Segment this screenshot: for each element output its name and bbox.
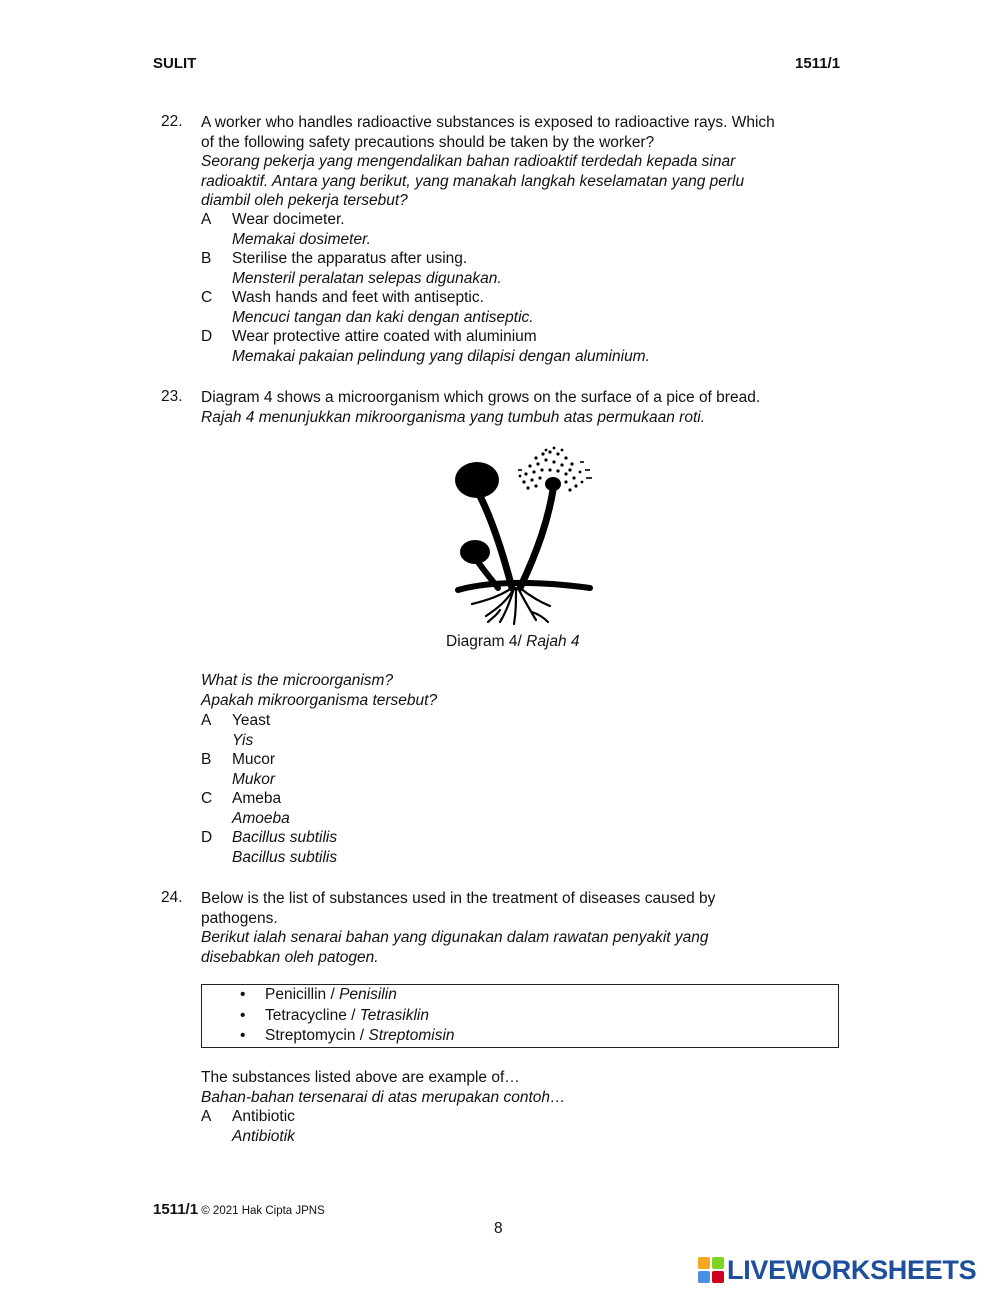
- mould-diagram: [440, 440, 610, 630]
- q22-ms-line1: Seorang pekerja yang mengendalikan bahan radioaktif terdedah kepada sinar: [201, 153, 736, 170]
- logo-icon: [698, 1257, 724, 1283]
- liveworksheets-logo[interactable]: [698, 1256, 976, 1284]
- sporangiophore-right: [520, 490, 553, 588]
- substance-list-box: [201, 984, 839, 1048]
- header-code-right: 1511/1: [795, 55, 841, 72]
- q24-number: 24.: [161, 889, 183, 906]
- q24-question: The substances listed above are example of… Bahan-bahan tersenarai di atas merupakan contoh…: [201, 1069, 566, 1106]
- footer-copyright: 1511/1 © 2021 Hak Cipta JPNS: [153, 1201, 325, 1218]
- list-item: • Tetracycline / Tetrasiklin: [240, 1006, 429, 1024]
- q24-stem: Below is the list of substances used in the treatment of diseases caused by pathogens. Berikut ialah senarai bahan yang digunakan dalam rawatan penyakit yang disebabkan oleh patogen.: [201, 890, 716, 966]
- q22-ms-line3: diambil oleh pekerja tersebut?: [201, 192, 408, 209]
- q22-stem: [201, 113, 841, 211]
- page-number: 8: [494, 1220, 503, 1237]
- q23-number: 23.: [161, 388, 183, 405]
- q23-ms: Rajah 4 menunjukkan mikroorganisma yang tumbuh atas permukaan roti.: [201, 408, 706, 426]
- q23-en: Diagram 4 shows a microorganism which grows on the surface of a pice of bread.: [201, 389, 761, 406]
- diagram-caption: Diagram 4/ Rajah 4: [446, 633, 580, 650]
- q22-number: 22.: [161, 113, 183, 130]
- sporangium-large: [455, 462, 499, 498]
- list-item: • Streptomycin / Streptomisin: [240, 1027, 455, 1044]
- substance-list: [202, 985, 838, 1047]
- q22-ms-line2: radioaktif. Antara yang berikut, yang manakah langkah keselamatan yang perlu: [201, 172, 745, 190]
- header-code-left: SULIT: [153, 55, 197, 72]
- q23-question: What is the microorganism? Apakah mikroorganisma tersebut?: [201, 672, 438, 709]
- sporangium-small: [460, 540, 490, 564]
- q23-stem: [201, 388, 841, 427]
- logo-text: LIVEWORKSHEETS: [727, 1254, 977, 1285]
- rhizoids: [472, 588, 550, 624]
- list-item: • Penicillin / Penisilin: [240, 986, 397, 1003]
- q22-en-line2: of the following safety precautions should be taken by the worker?: [201, 133, 655, 151]
- q22-en-line1: A worker who handles radioactive substances is exposed to radioactive rays. Which: [201, 114, 775, 131]
- spore-dashes: [518, 462, 592, 478]
